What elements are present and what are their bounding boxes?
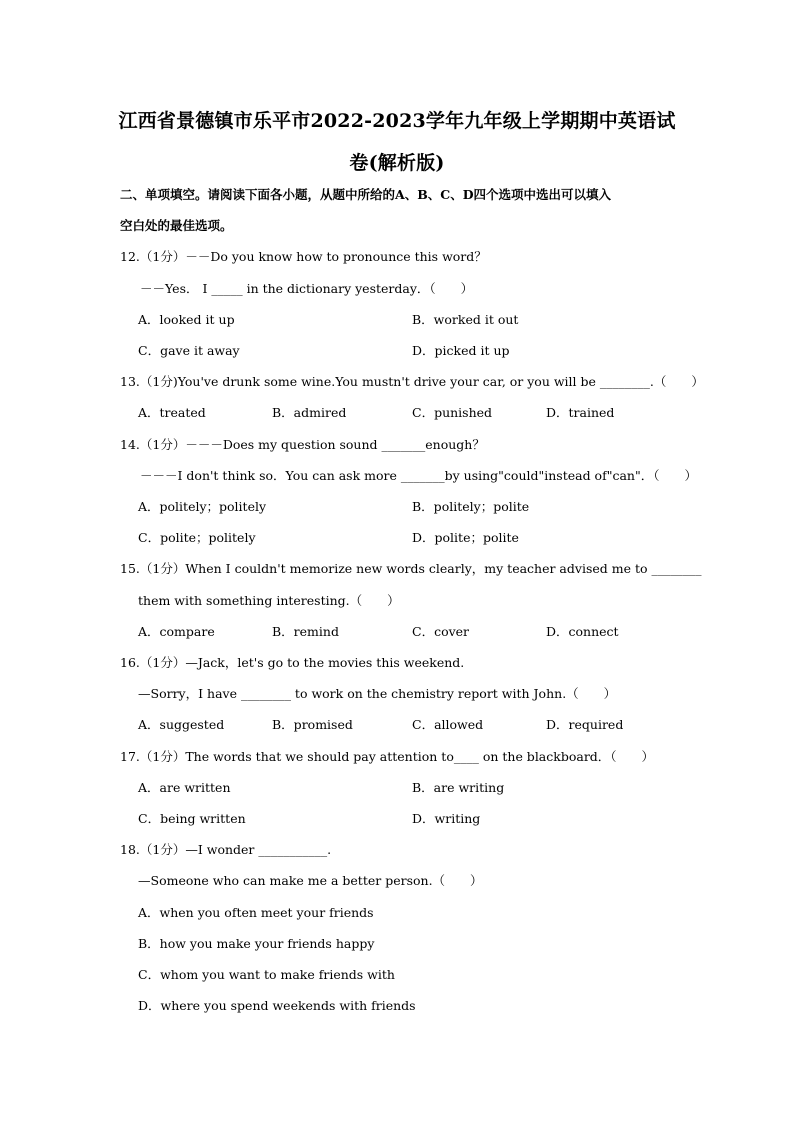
question-16-option-d: D．required [546,717,624,732]
question-12-stem-2: －－Yes． I _____ in the dictionary yesterday．（ ） [140,281,474,296]
question-13-option-a: A．treated [138,405,206,420]
question-14-stem: 14.（1分）－－－Does my question sound _______enough？ [120,437,485,452]
question-15-option-c: C．cover [412,624,470,639]
question-13-option-c: C．punished [412,405,493,420]
section-heading-line-1: 二、单项填空。请阅读下面各小题，从题中所给的A、B、C、D四个选项中选出可以填入 [120,187,612,202]
question-17-option-d: D．writing [412,811,481,826]
question-13-option-b: B．admired [272,405,347,420]
question-17-option-b: B．are writing [412,780,505,795]
question-17-stem: 17.（1分）The words that we should pay attention to____ on the blackboard．（ ） [120,749,655,764]
question-13-stem: 13.（1分)You've drunk some wine.You mustn't drive your car, or you will be ________.（ ） [120,374,704,389]
question-17-option-a: A．are written [138,780,231,795]
section-heading-line-2: 空白处的最佳选项。 [120,218,233,233]
question-18-stem-2: —Someone who can make me a better person.（ ） [138,873,483,888]
question-15-option-b: B．remind [272,624,339,639]
question-16-option-c: C．allowed [412,717,484,732]
question-14-option-b: B．politely；polite [412,499,530,514]
question-12-option-d: D．picked it up [412,343,510,358]
question-14-option-c: C．polite；politely [138,530,256,545]
question-16-option-a: A．suggested [138,717,225,732]
question-18-option-c: C．whom you want to make friends with [138,967,395,982]
document-title-line-1: 江西省景德镇市乐平市2022-2023学年九年级上学期期中英语试 [118,110,676,132]
question-17-option-c: C．being written [138,811,246,826]
question-14-option-a: A．politely；politely [138,499,267,514]
question-15-stem-2: them with something interesting.（ ） [138,593,400,608]
question-13-option-d: D．trained [546,405,615,420]
document-title-line-2: 卷(解析版) [349,152,445,174]
question-12-option-b: B．worked it out [412,312,519,327]
question-18-option-a: A．when you often meet your friends [138,905,374,920]
question-18-stem: 18.（1分）—I wonder ___________. [120,842,332,857]
question-16-stem: 16.（1分）—Jack，let's go to the movies this weekend. [120,655,465,670]
question-15-option-a: A．compare [138,624,215,639]
question-12-option-a: A．looked it up [138,312,235,327]
question-16-stem-2: —Sorry，I have ________ to work on the chemistry report with John.（ ） [138,686,617,701]
question-15-option-d: D．connect [546,624,619,639]
question-14-stem-2: －－－I don't think so．You can ask more _______by using"could"instead of"can"．（ ） [140,468,697,483]
question-12-stem: 12.（1分）－－Do you know how to pronounce this word？ [120,249,487,264]
question-14-option-d: D．polite；polite [412,530,519,545]
question-16-option-b: B．promised [272,717,353,732]
question-12-option-c: C．gave it away [138,343,240,358]
question-18-option-d: D．where you spend weekends with friends [138,998,416,1013]
question-18-option-b: B．how you make your friends happy [138,936,375,951]
question-15-stem: 15.（1分）When I couldn't memorize new words clearly，my teacher advised me to ________ [120,561,702,576]
